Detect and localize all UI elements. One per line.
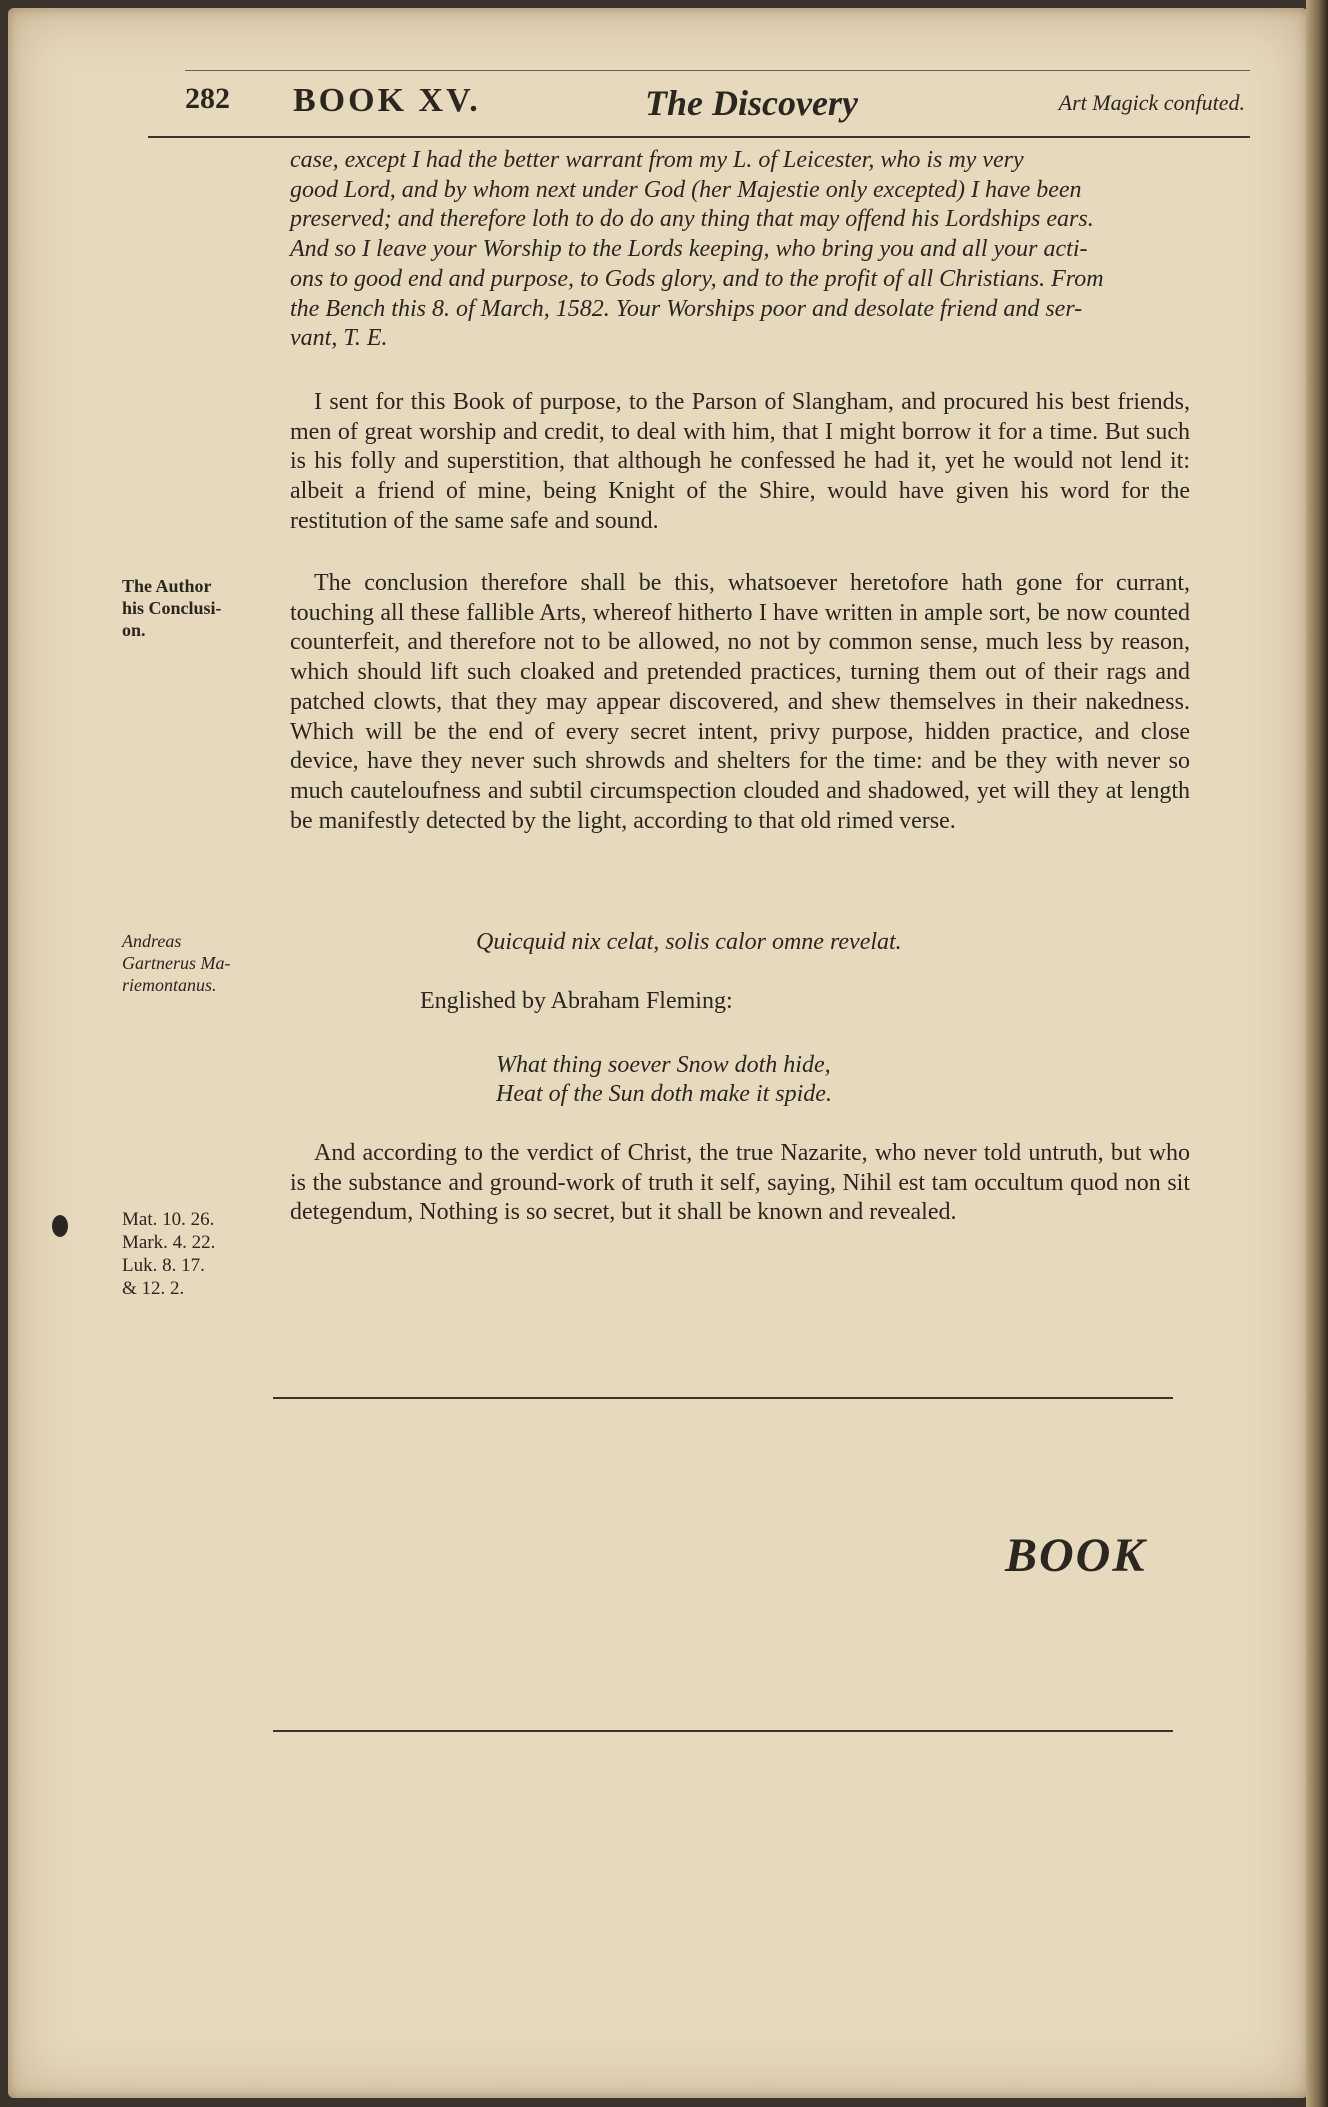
letter-line: case, except I had the better warrant from my L. of Leicester, who is my very [290,147,1024,173]
margin-note-line: Andreas [122,931,182,951]
page-number: 282 [185,82,230,115]
running-head: Art Magick confuted. [1058,90,1245,115]
book-spine [1306,0,1328,2107]
paragraph-conclusion: The conclusion therefore shall be this, whatsoever heretofore hath gone for currant, touching all these fallible Arts, whereof hitherto I have written in ample sort, be now counted counterfeit, and therefore not to be allowed, no not by common sense, much less by reason, which should lift such cloaked and pretended practices, turning them out of their rags and patched clowts, that they may appear discovered, and shew themselves in their nakedness. Which will be the end of every secret intent, privy purpose, hidden practice, and close device, have they never such shrowds and shelters for the time: and be they with never so much cauteloufness and subtil circumspection clouded and shadowed, yet will they at length be manifestly detected by the light, according to that old rimed verse. [290,570,1190,834]
margin-note-author-conclusion [122,575,222,641]
margin-note-scripture [122,1208,215,1300]
paragraph-christ: And according to the verdict of Christ, the true Nazarite, who never told untruth, but who is the substance and ground-work of truth it self, saying, Nihil est tam occultum quod non sit detegendum, Nothing is so secret, but it shall be known and revealed. [290,1140,1190,1226]
letter-line: ons to good end and purpose, to Gods glory, and to the profit of all Christians. From [290,265,1104,292]
bottom-rule [273,1730,1173,1732]
page-title: The Discovery [645,83,858,123]
margin-note-line: his Conclusi- [122,598,222,618]
header-top-rule [185,70,1250,71]
letter-line: the Bench this 8. of March, 1582. Your Worships poor and desolate friend and ser- [290,295,1083,322]
margin-note-line: Mat. 10. 26. [122,1209,215,1230]
verse-line-2: Heat of the Sun doth make it spide. [496,1081,832,1107]
letter-line: good Lord, and by whom next under God (her Majestie only excepted) I have been [290,176,1082,203]
margin-note-line: The Author [122,576,212,596]
header-rule [148,136,1250,138]
letter-line: preserved; and therefore loth to do do any thing that may offend his Lordships ears. [290,206,1094,233]
section-rule [273,1397,1173,1399]
latin-verse: Quicquid nix celat, solis calor omne revelat. [476,929,902,955]
book-number: BOOK XV. [293,82,481,119]
letter-line: vant, T. E. [290,325,388,352]
letter-closing [290,146,1190,354]
ink-blot [52,1215,68,1237]
margin-note-line: & 12. 2. [122,1278,185,1299]
catchword: BOOK [1005,1529,1147,1582]
verse-line-1: What thing soever Snow doth hide, [496,1052,831,1078]
margin-note-line: Mark. 4. 22. [122,1232,216,1253]
margin-note-andreas [122,930,231,996]
margin-note-line: riemontanus. [122,975,217,995]
margin-note-line: on. [122,620,146,640]
margin-note-line: Luk. 8. 17. [122,1255,205,1276]
page-header [185,82,1245,132]
letter-line: And so I leave your Worship to the Lords keeping, who bring you and all your acti- [290,236,1088,263]
margin-note-line: Gartnerus Ma- [122,953,231,973]
englished-by: Englished by Abraham Fleming: [420,988,733,1014]
paragraph-parson: I sent for this Book of purpose, to the Parson of Slangham, and procured his best friends, men of great worship and credit, to deal with him, that I might borrow it for a time. But such is his folly and superstition, that although he confessed he had it, yet he would not lend it: albeit a friend of mine, being Knight of the Shire, would have given his word for the restitution of the same safe and sound. [290,389,1190,534]
